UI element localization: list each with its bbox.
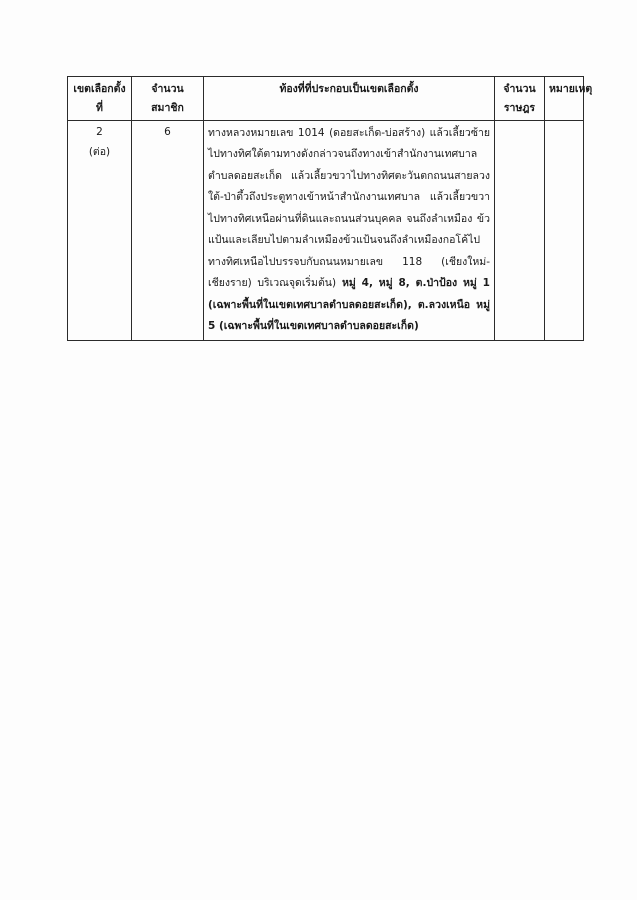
header-district <box>68 77 132 121</box>
area-villages: หมู่ 4, หมู่ 8, ต.ป่าป้อง หมู่ 1 (เฉพาะพื้นที่ในเขตเทศบาลตำบลดอยสะเก็ด), ต.ลวงเหนือ หมู่ 5 (เฉพาะพื้นที่ในเขตเทศบาลตำบลดอยสะเก็ด) <box>208 277 490 333</box>
header-members-line2: สมาชิก <box>151 101 184 114</box>
header-population-line2: ราษฎร <box>503 101 536 114</box>
header-area-label: ท้องที่ที่ประกอบเป็นเขตเลือกตั้ง <box>279 83 419 95</box>
header-population <box>495 77 545 121</box>
header-remarks-label: หมายเหตุ <box>549 83 593 95</box>
area-description: ทางหลวงหมายเลข 1014 (ดอยสะเก็ด-บ่อสร้าง) แล้วเลี้ยวซ้ายไปทางทิศใต้ตามทางดังกล่าวจนถึงทางเข้าสำนักงานเทศบาลตำบลดอยสะเก็ด แล้วเลี้ยวขวาไปทางทิศตะวันตกถนนสายลวงใต้-ป่าตึ้วถึงประตูทางเข้าหน้าสำนักงานเทศบาล แล้วเลี้ยวขวาไปทางทิศเหนือผ่านที่ดินและถนนส่วนบุคคล จนถึงลำเหมือง ข้วแป้นและเลียบไปตามลำเหมืองข้วแป้นจนถึงลำเหมืองกอโค้ไปทางทิศเหนือไปบรรจบกับถนนหมายเลข 118 (เชียงใหม่-เชียงราย) บริเวณจุดเริ่มต้น) <box>208 126 490 290</box>
members-cell <box>132 120 204 340</box>
members-count: 6 <box>164 125 171 138</box>
header-district-line1: เขตเลือกตั้ง <box>73 83 126 95</box>
electoral-district-table <box>67 76 593 341</box>
header-district-line2: ที่ <box>96 101 103 114</box>
table-header-row <box>68 77 584 121</box>
remarks-cell <box>545 120 584 340</box>
population-cell <box>495 120 545 340</box>
district-cell <box>68 120 132 340</box>
area-cell <box>204 120 495 340</box>
table-row <box>68 120 584 340</box>
header-area <box>204 77 495 121</box>
header-members-line1: จำนวน <box>151 83 184 95</box>
district-number: 2 <box>96 125 103 138</box>
header-members <box>132 77 204 121</box>
header-remarks <box>545 77 593 121</box>
header-population-line1: จำนวน <box>503 83 536 95</box>
district-continued-note: (ต่อ) <box>88 145 111 158</box>
